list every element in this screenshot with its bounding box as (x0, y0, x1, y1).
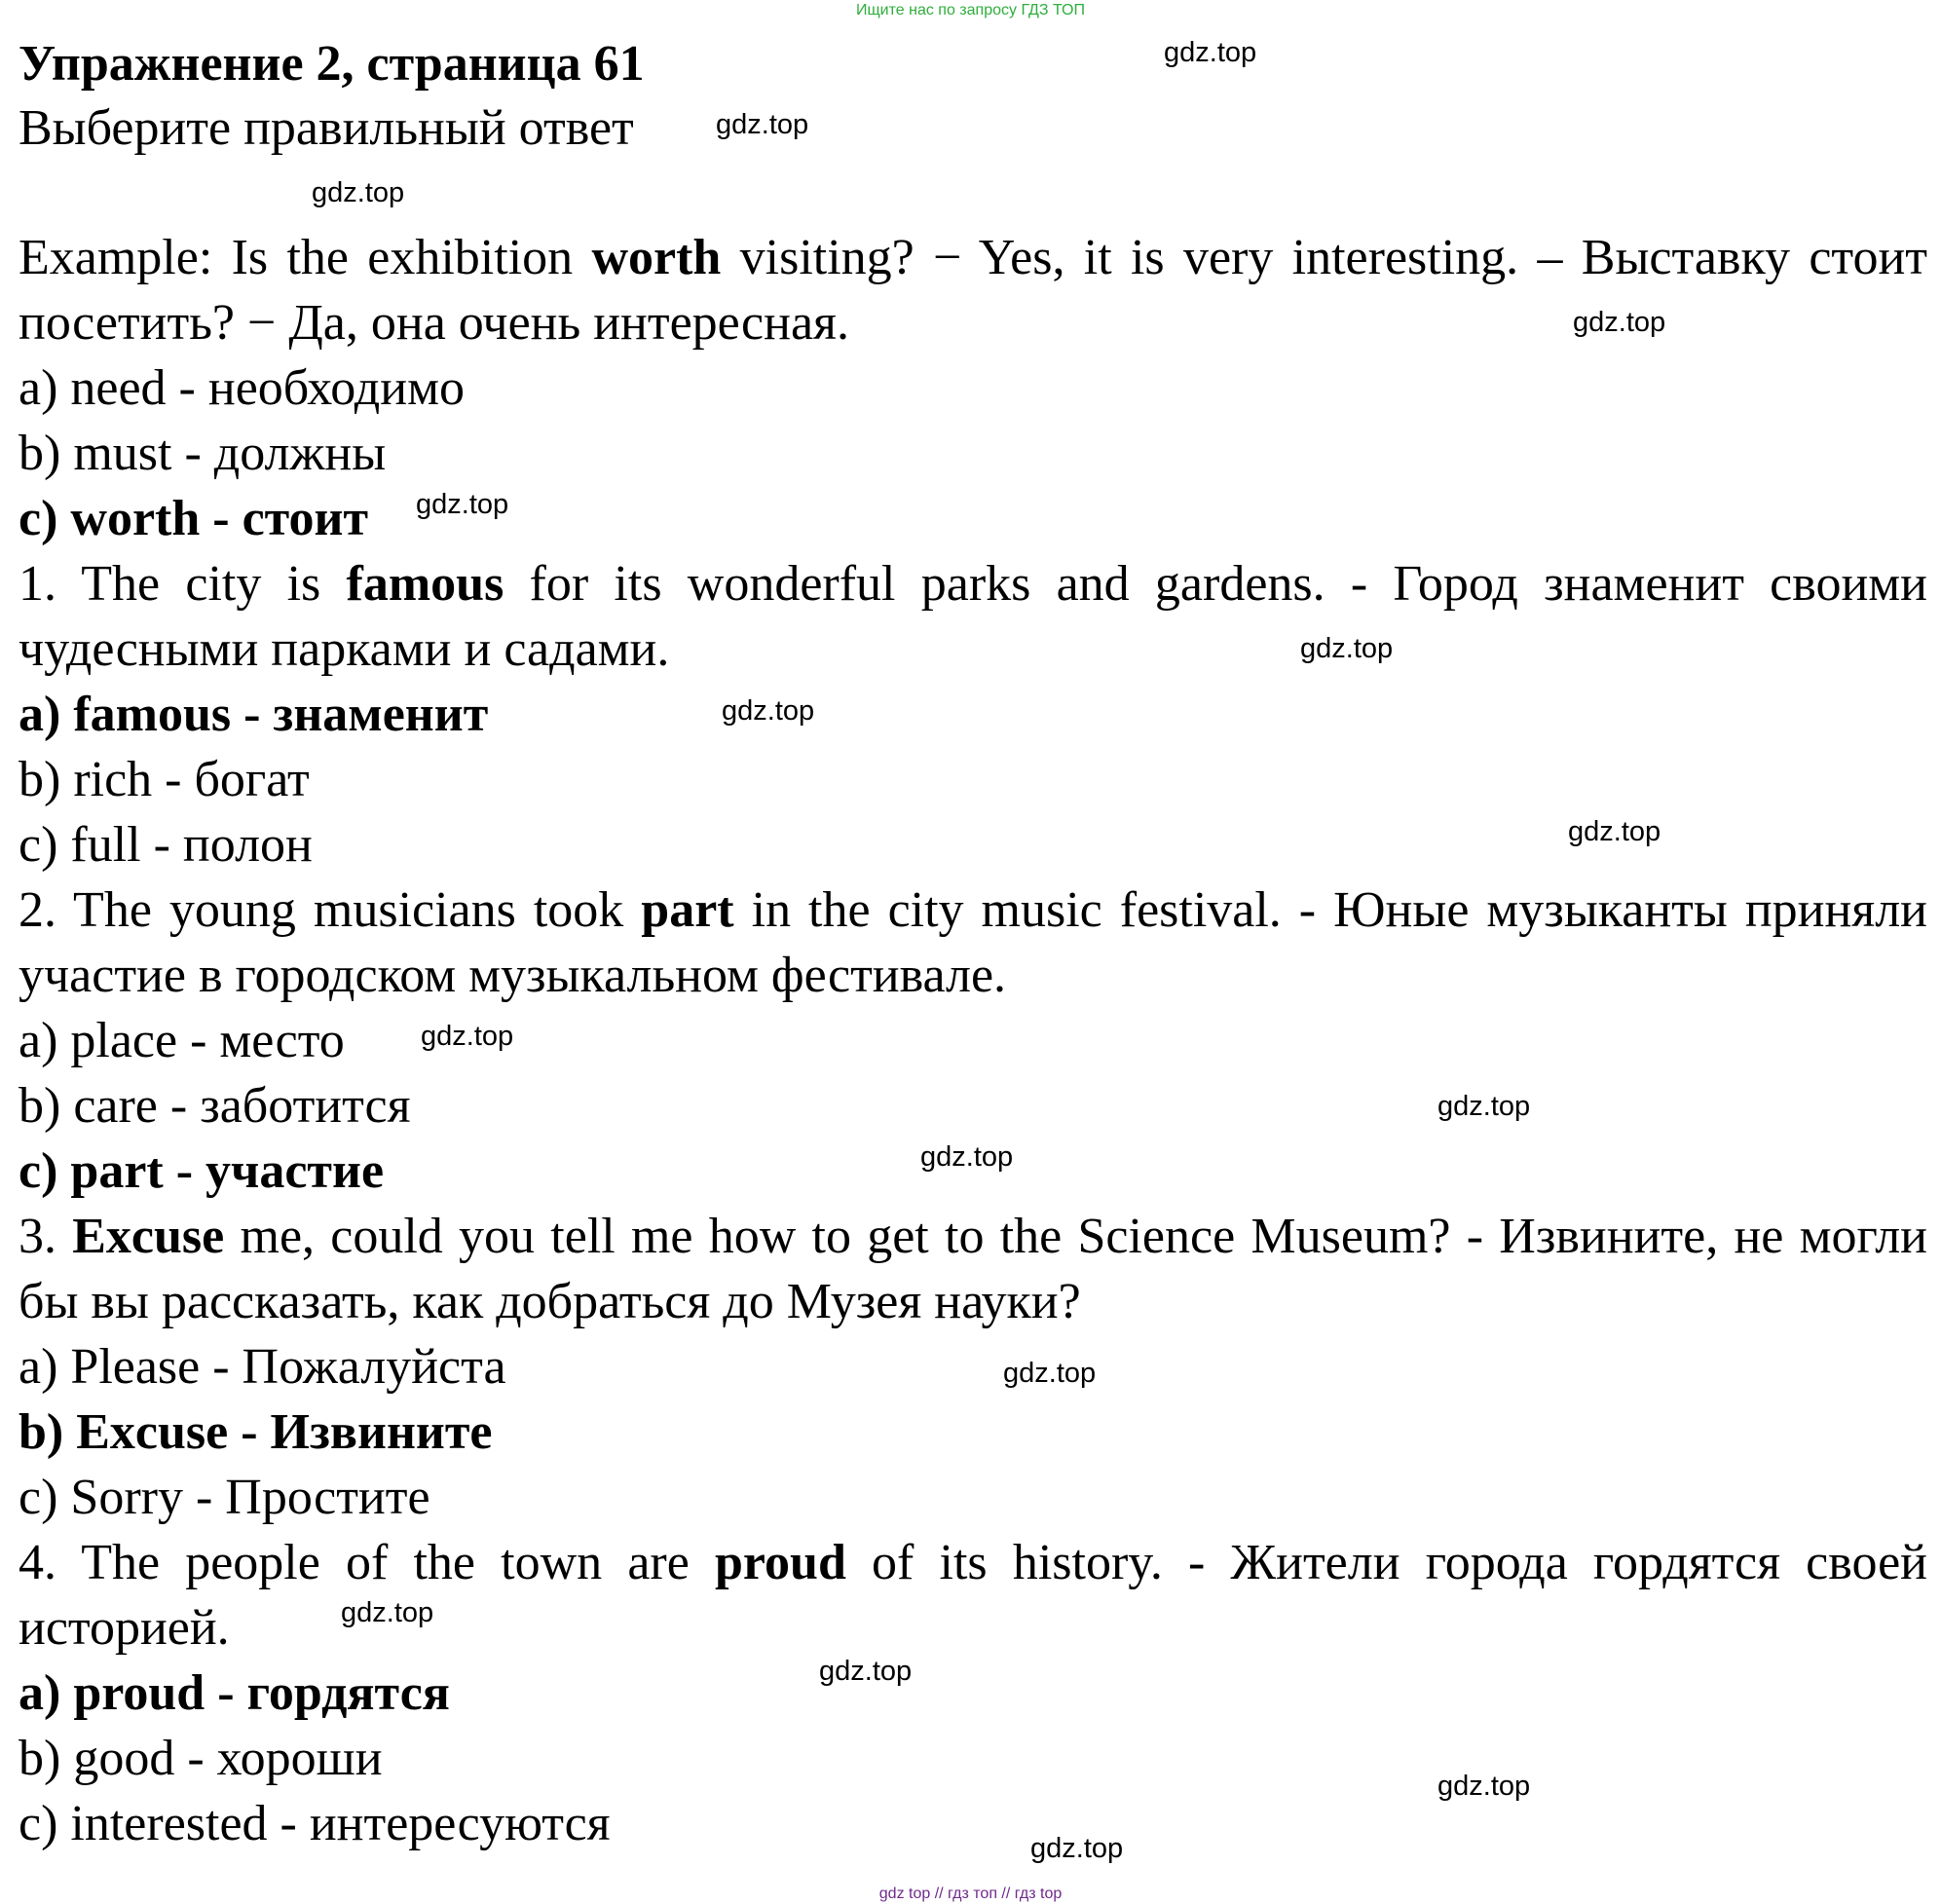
sentence-part: 4. The people of the town are (19, 1535, 715, 1590)
sentence-part: in the city music festival. - Юные музыканты приняли участие в городском музыкальном фестивале. (19, 882, 1928, 1003)
watermark: gdz.top (341, 1597, 434, 1628)
option-c: c) interested - интересуются (19, 1796, 611, 1851)
question-4-sentence (19, 1530, 1927, 1661)
keyword: Excuse (72, 1209, 225, 1264)
option-b: b) care - заботится (19, 1078, 411, 1134)
sentence-part: for its wonderful parks and gardens. - Город знаменит своими чудесными парками и садами. (19, 556, 1928, 677)
sentence-part: 2. The young musicians took (19, 882, 642, 938)
sentence-part: me, could you tell me how to get to the Science Museum? - Извините, не могли бы вы рассказать, как добраться до Музея науки? (19, 1209, 1927, 1329)
option-a: a) need - необходимо (19, 360, 465, 416)
question-3-sentence (19, 1204, 1927, 1334)
option-c-correct: c) worth - стоит (19, 491, 369, 546)
watermark: gdz.top (1437, 1771, 1531, 1802)
option-c-correct: c) part - участие (19, 1143, 385, 1199)
sentence-part: Example: Is the exhibition (19, 230, 592, 285)
question-2-sentence (19, 877, 1927, 1008)
keyword: famous (346, 556, 504, 612)
option-b-correct: b) Excuse - Извините (19, 1404, 493, 1460)
option-c: c) Sorry - Простите (19, 1470, 430, 1525)
watermark: gdz.top (1164, 37, 1257, 68)
option-a: a) place - место (19, 1013, 345, 1068)
keyword: worth (591, 230, 722, 285)
option-b: b) must - должны (19, 426, 387, 481)
instruction-text: Выберите правильный ответ (19, 100, 634, 156)
watermark: gdz.top (1003, 1358, 1097, 1389)
watermark: gdz.top (722, 695, 815, 727)
question-1-sentence (19, 551, 1927, 682)
watermark: gdz.top (416, 489, 509, 520)
option-a: a) Please - Пожалуйста (19, 1339, 506, 1395)
page-title: Упражнение 2, страница 61 (19, 36, 645, 92)
option-a-correct: a) famous - знаменит (19, 687, 489, 742)
option-b: b) rich - богат (19, 752, 310, 807)
keyword: part (641, 882, 734, 938)
watermark: gdz.top (920, 1141, 1014, 1173)
watermark: gdz.top (1573, 307, 1666, 338)
watermark: gdz.top (1030, 1833, 1124, 1864)
watermark: gdz.top (819, 1656, 913, 1687)
sentence-part: of its history. - Жители города гордятся своей историей. (19, 1535, 1927, 1656)
option-b: b) good - хороши (19, 1731, 383, 1786)
watermark: gdz.top (312, 177, 405, 208)
watermark: gdz.top (1300, 633, 1394, 664)
sentence-part: 3. (19, 1209, 73, 1264)
watermark: gdz.top (716, 109, 809, 140)
option-c: c) full - полон (19, 817, 313, 873)
top-banner: Ищите нас по запросу ГДЗ ТОП (856, 2, 1085, 19)
sentence-part: 1. The city is (19, 556, 347, 612)
bottom-banner: gdz top // гдз топ // гдз top (878, 1885, 1063, 1902)
option-a-correct: a) proud - гордятся (19, 1665, 450, 1721)
sentence-part: visiting? − Yes, it is very interesting. – Выставку стоит посетить? − Да, она очень интересная. (19, 230, 1927, 351)
watermark: gdz.top (1568, 816, 1661, 847)
watermark: gdz.top (1437, 1091, 1531, 1122)
watermark: gdz.top (421, 1021, 514, 1052)
spacer (19, 161, 1927, 225)
keyword: proud (714, 1535, 846, 1590)
